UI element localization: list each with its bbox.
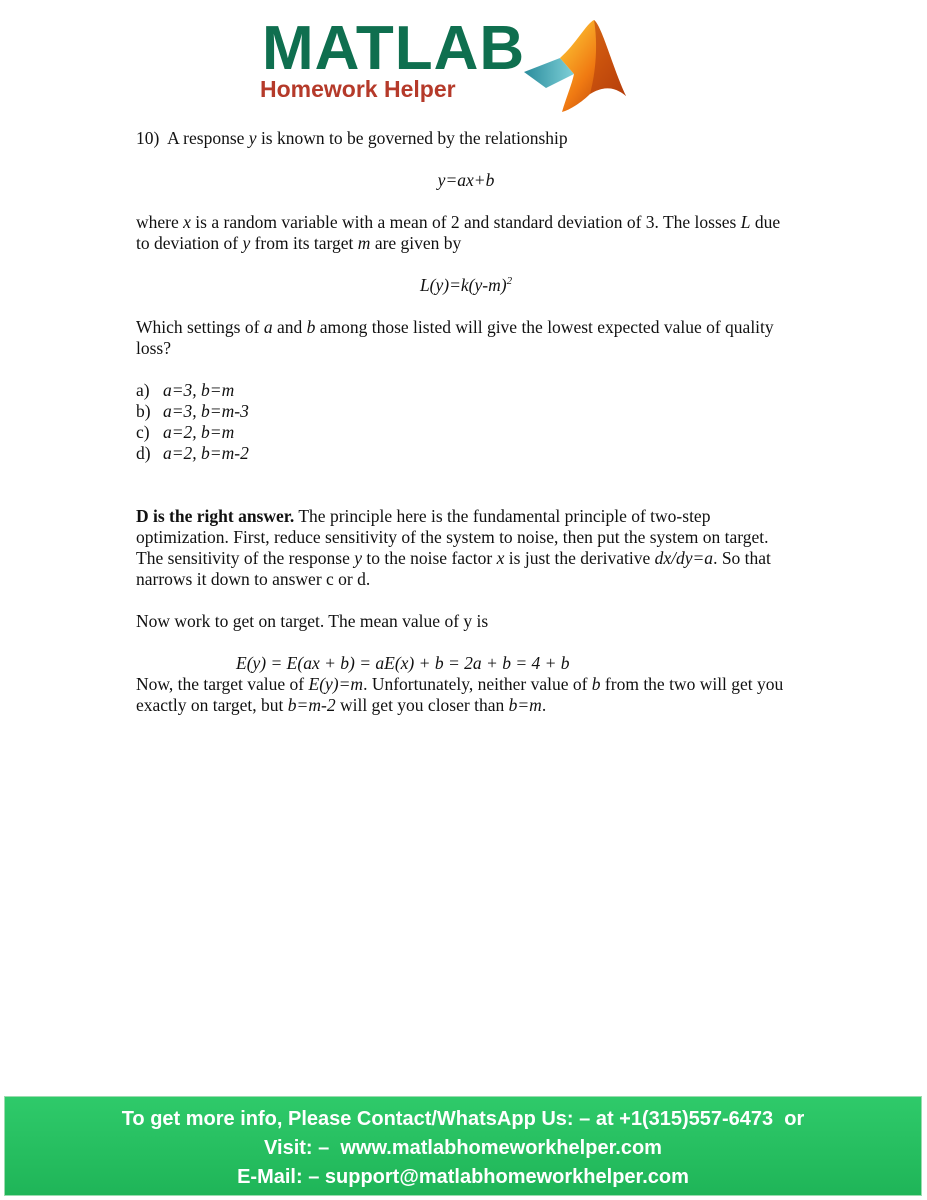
- footer-email-line: E-Mail: – support@matlabhomeworkhelper.com: [237, 1166, 689, 1188]
- matlab-peak-icon: [520, 14, 628, 114]
- contact-footer: [4, 1096, 922, 1196]
- logo-title: MATLAB: [262, 14, 526, 83]
- footer-contact-line: To get more info, Please Contact/WhatsApp Us: – at +1(315)557-6473 or: [121, 1108, 805, 1130]
- equation-linear: y=ax+b: [437, 170, 495, 190]
- question-paragraph-2: where x is a random variable with a mean of 2 and standard deviation of 3. The losses L due to deviation of y from its target m are given by: [136, 212, 781, 253]
- equation-loss: $L(y)=k(y-m)^2$: [419, 275, 513, 295]
- option-item: a) a=3, b=m: [136, 380, 235, 400]
- answer-paragraph-3: Now, the target value of E(y)=m. Unfortunately, neither value of b from the two will get you exactly on target, but b=m-2 will get you closer than b=m.: [136, 674, 784, 715]
- matlab-logo: [258, 14, 628, 114]
- answer-paragraph-1: D is the right answer. The principle here is the fundamental principle of two-step optimization. First, reduce sensitivity of the system to noise, then put the system on target. The sensitivity of the response y to the noise factor x is just the derivative dx/dy=a. So that narrows it down to answer c or d.: [136, 506, 771, 589]
- question-paragraph-3: Which settings of a and b among those listed will give the lowest expected value of quality loss?: [136, 317, 774, 358]
- expected-value-equation: E(y) = E(ax + b) = aE(x) + b = 2a + b = 4 + b: [236, 653, 570, 673]
- options-list: [136, 380, 796, 464]
- answer-paragraph-2: Now work to get on target. The mean value of y is: [136, 611, 489, 631]
- footer-website-line: Visit: – www.matlabhomeworkhelper.com: [264, 1137, 662, 1159]
- logo-subtitle: Homework Helper: [260, 76, 456, 102]
- option-item: d) a=2, b=m-2: [136, 443, 249, 463]
- answer-heading: D is the right answer.: [136, 506, 295, 526]
- document-body: [136, 128, 796, 716]
- question-intro: 10) A response y is known to be governed by the relationship: [136, 128, 568, 148]
- option-item: b) a=3, b=m-3: [136, 401, 249, 421]
- option-item: c) a=2, b=m: [136, 422, 235, 442]
